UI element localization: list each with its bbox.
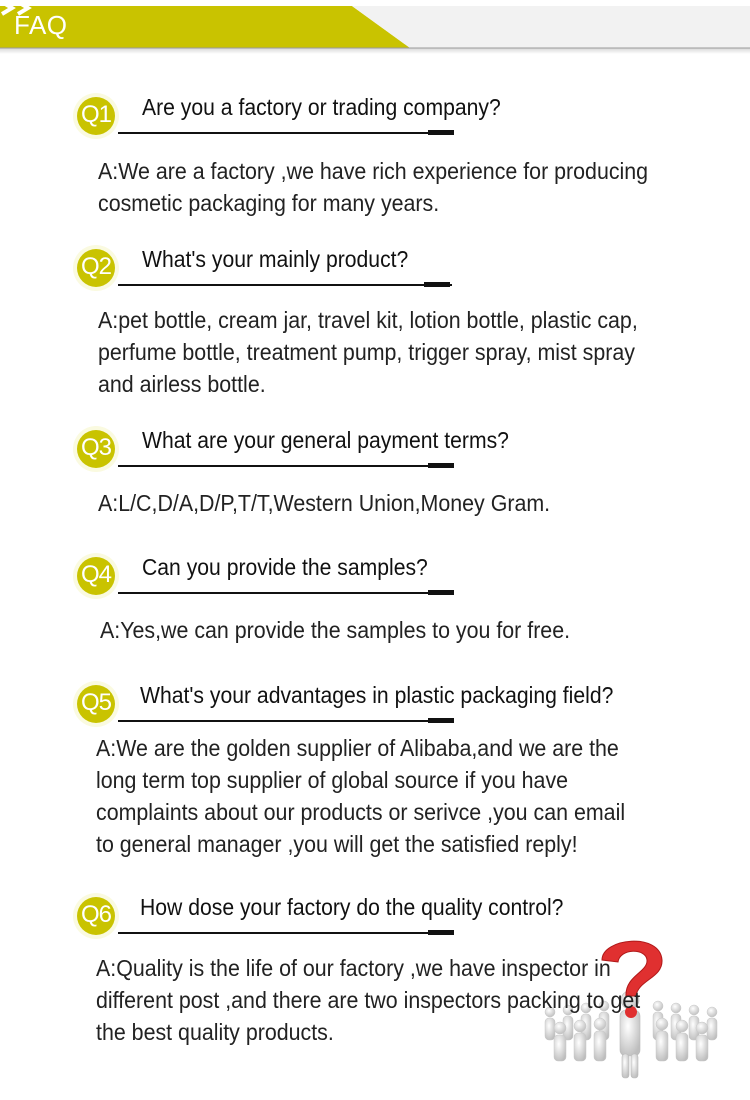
- answer-text: A:L/C,D/A,D/P,T/T,Western Union,Money Gram.: [98, 490, 551, 516]
- question-underline: [118, 592, 452, 594]
- underline-end-mark: [428, 590, 454, 595]
- underline-end-mark: [428, 130, 454, 135]
- answer-text: A:Yes,we can provide the samples to you for free.: [100, 617, 571, 643]
- answer-text: A:We are a factory ,we have rich experience for producing cosmetic packaging for many years.: [98, 158, 649, 216]
- question-badge: Q2: [72, 244, 122, 294]
- question-text: Are you a factory or trading company?: [142, 94, 501, 120]
- underline-end-mark: [428, 718, 454, 723]
- question-underline: [118, 284, 452, 286]
- question-badge: Q3: [72, 425, 122, 475]
- question-underline: [118, 932, 452, 934]
- question-badge: Q1: [72, 92, 122, 142]
- question-underline: [118, 720, 452, 722]
- underline-end-mark: [424, 282, 450, 287]
- question-badge: Q5: [72, 680, 122, 730]
- question-badge: Q6: [72, 892, 122, 942]
- question-badge: Q4: [72, 552, 122, 602]
- header-title: FAQ: [14, 10, 68, 40]
- question-underline: [118, 132, 452, 134]
- answer-text-q6: A:Quality is the life of our factory ,we have inspector in different post ,and there are two inspectors packing to get the best quality products.: [96, 955, 641, 1045]
- double-chevron-right-icon: [0, 0, 38, 16]
- header-banner-shape: [0, 0, 750, 56]
- underline-end-mark: [428, 463, 454, 468]
- faq-header: [0, 0, 750, 56]
- question-text: What are your general payment terms?: [142, 427, 509, 453]
- underline-end-mark: [428, 930, 454, 935]
- question-text: Can you provide the samples?: [142, 554, 428, 580]
- answer-text: A:pet bottle, cream jar, travel kit, lotion bottle, plastic cap, perfume bottle, treatment pump, trigger spray, mist spray and airless bottle.: [98, 307, 638, 397]
- question-text: What's your advantages in plastic packaging field?: [140, 682, 614, 708]
- question-underline: [118, 465, 452, 467]
- question-text: What's your mainly product?: [142, 246, 409, 272]
- answer-text: A:We are the golden supplier of Alibaba,and we are the long term top supplier of global source if you have complaints about our products or serivce ,you can email to general manager ,you will get the satisfied reply!: [96, 735, 626, 857]
- question-text: How dose your factory do the quality control?: [140, 894, 564, 920]
